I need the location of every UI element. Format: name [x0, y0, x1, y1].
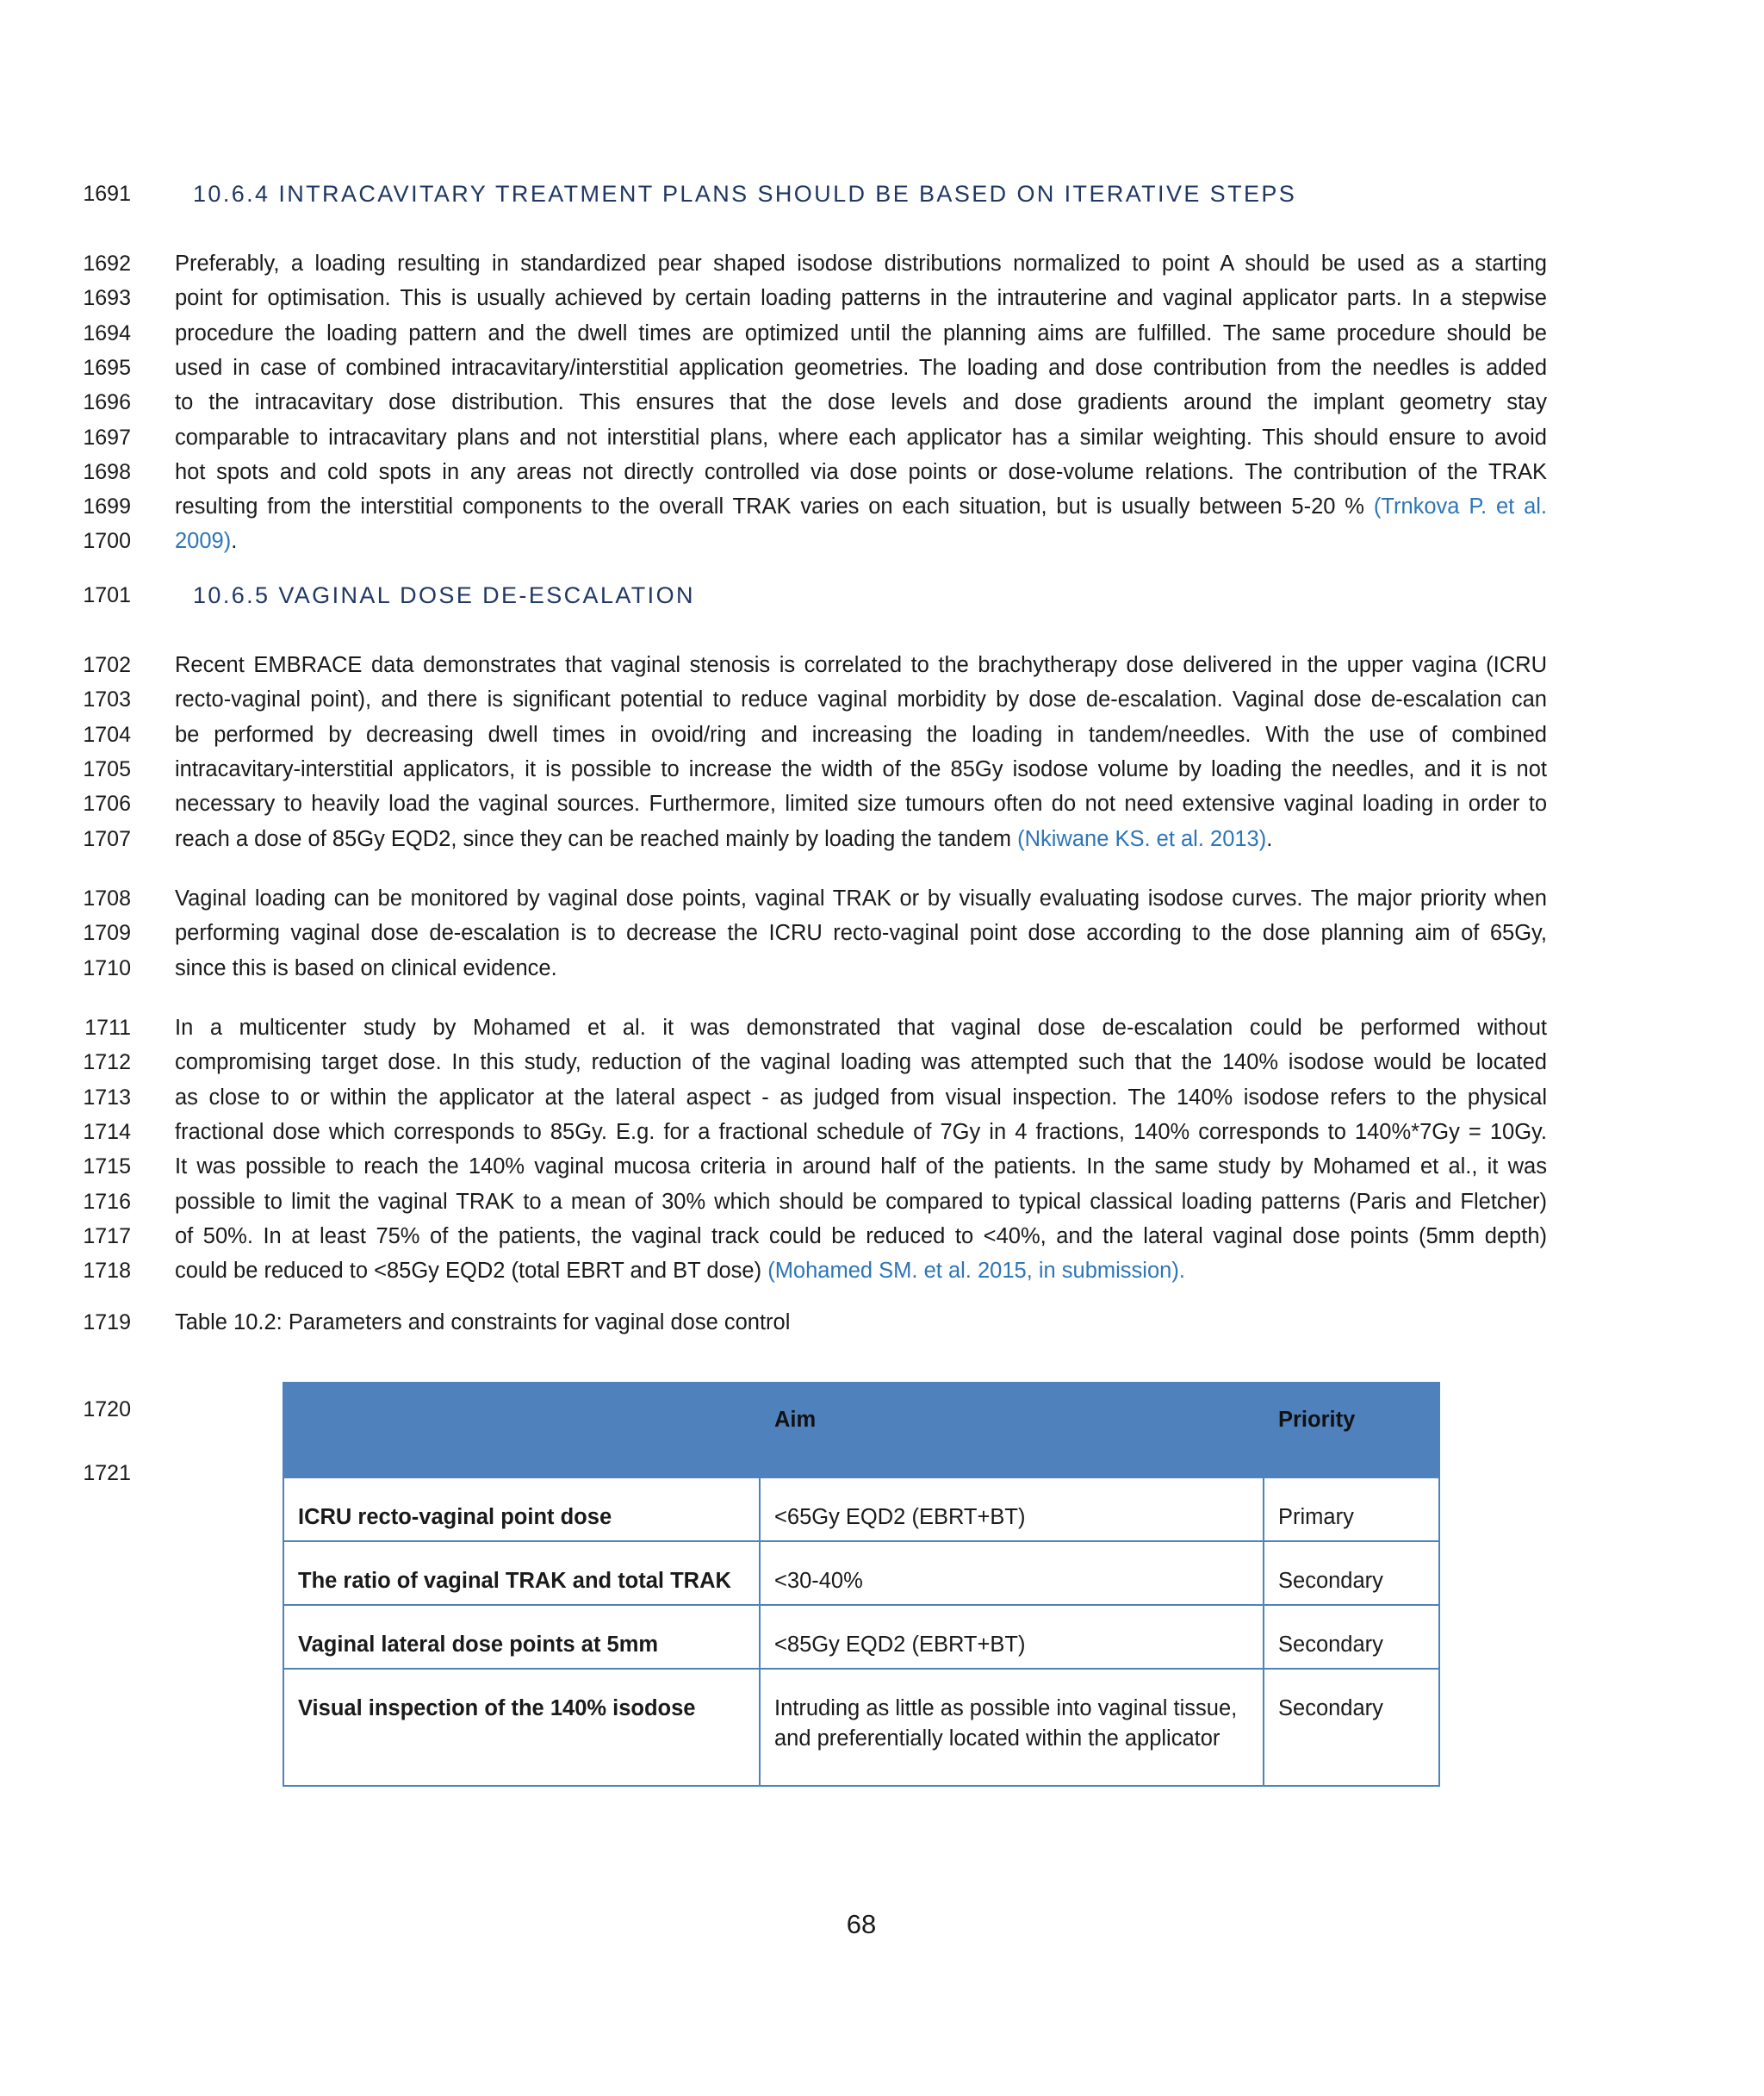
line-number: 1713 — [83, 1085, 131, 1110]
header-parameter — [283, 1383, 760, 1477]
row-priority: Secondary — [1264, 1669, 1439, 1786]
body-text-line — [175, 951, 1547, 986]
row-parameter: The ratio of vaginal TRAK and total TRAK — [283, 1541, 760, 1605]
line-text: Preferably, a loading resulting in standardized pear shaped isodose distributions normalized to point A should be used as a starting — [175, 252, 1547, 276]
body-text-line — [175, 1080, 1547, 1115]
section-heading-10-6-4: 10.6.4 INTRACAVITARY TREATMENT PLANS SHOULD BE BASED ON ITERATIVE STEPS — [193, 181, 1297, 207]
body-text-line — [175, 648, 1547, 682]
line-number: 1696 — [83, 390, 131, 415]
body-text-line — [175, 1045, 1547, 1079]
body-text-line — [175, 351, 1547, 385]
citation-link[interactable]: 2009) — [175, 529, 232, 554]
line-number: 1712 — [83, 1050, 131, 1075]
header-priority: Priority — [1264, 1383, 1439, 1477]
row-parameter: Vaginal lateral dose points at 5mm — [283, 1605, 760, 1669]
line-number: 1700 — [83, 529, 131, 554]
line-text: In a multicenter study by Mohamed et al. it was demonstrated that vaginal dose de-escalation could be performed without — [175, 1016, 1547, 1040]
trailing-punctuation: . — [1266, 826, 1273, 851]
citation-link[interactable]: (Mohamed SM. et al. 2015, in submission). — [767, 1259, 1185, 1284]
body-text-line — [175, 1219, 1547, 1253]
line-number: 1692 — [83, 252, 131, 276]
row-priority: Secondary — [1264, 1541, 1439, 1605]
line-number: 1711 — [84, 1016, 131, 1040]
line-text: since this is based on clinical evidence. — [175, 955, 557, 980]
line-text: comparable to intracavitary plans and not interstitial plans, where each applicator has a similar weighting. This should ensure to avoid — [175, 425, 1547, 450]
line-text: Vaginal loading can be monitored by vaginal dose points, vaginal TRAK or by visually evaluating isodose curves. The major priority when — [175, 886, 1547, 911]
body-text-line — [175, 822, 1547, 856]
line-text: hot spots and cold spots in any areas not directly controlled via dose points or dose-volume relations. The contribution of the TRAK — [175, 459, 1547, 484]
line-text: possible to limit the vaginal TRAK to a mean of 30% which should be compared to typical classical loading patterns (Paris and Fletcher) — [175, 1189, 1547, 1214]
body-text-line — [175, 524, 1547, 558]
vaginal-dose-parameters-table — [283, 1382, 1440, 1787]
line-text: intracavitary-interstitial applicators, it is possible to increase the width of the 85Gy isodose volume by loading the needles, and it is not — [175, 756, 1547, 781]
line-text: performing vaginal dose de-escalation is to decrease the ICRU recto-vaginal point dose according to the dose planning aim of 65Gy, — [175, 921, 1547, 946]
line-number: 1698 — [83, 459, 131, 484]
header-aim: Aim — [760, 1383, 1264, 1477]
line-text: procedure the loading pattern and the dwell times are optimized until the planning aims are fulfilled. The same procedure should be — [175, 320, 1547, 345]
line-number: 1715 — [83, 1154, 131, 1179]
body-text-line — [175, 752, 1547, 787]
body-text-line — [175, 1253, 1547, 1288]
line-number: 1709 — [83, 921, 131, 946]
line-text: Recent EMBRACE data demonstrates that vaginal stenosis is correlated to the brachytherapy dose delivered in the upper vagina (ICRU — [175, 653, 1547, 677]
body-text-line — [175, 1149, 1547, 1184]
line-text: It was possible to reach the 140% vaginal mucosa criteria in around half of the patients. In the same study by Mohamed et al., it was — [175, 1154, 1547, 1179]
row-aim: <85Gy EQD2 (EBRT+BT) — [760, 1605, 1264, 1669]
row-aim: <30-40% — [760, 1541, 1264, 1605]
line-number: 1716 — [83, 1189, 131, 1214]
line-number: 1694 — [83, 320, 131, 345]
line-text: of 50%. In at least 75% of the patients, the vaginal track could be reduced to <40%, and the lateral vaginal dose points (5mm depth) — [175, 1223, 1547, 1248]
body-text-line — [175, 1115, 1547, 1149]
line-text: resulting from the interstitial components to the overall TRAK varies on each situation, but is usually between 5-20 % — [175, 494, 1364, 519]
row-priority: Secondary — [1264, 1605, 1439, 1669]
body-text-line — [175, 881, 1547, 916]
body-text-line — [175, 489, 1547, 524]
row-parameter: ICRU recto-vaginal point dose — [283, 1477, 760, 1541]
line-text: fractional dose which corresponds to 85Gy. E.g. for a fractional schedule of 7Gy in 4 fractions, 140% corresponds to 140%*7Gy = 10Gy. — [175, 1119, 1547, 1144]
body-text-line — [175, 682, 1547, 717]
body-text-line — [175, 420, 1547, 455]
line-text: to the intracavitary dose distribution. This ensures that the dose levels and dose gradients around the implant geometry stay — [175, 390, 1547, 415]
table-row — [283, 1669, 1439, 1786]
line-number: 1706 — [83, 792, 131, 817]
body-text-line — [175, 787, 1547, 821]
line-number: 1704 — [83, 722, 131, 747]
line-number: 1710 — [83, 955, 131, 980]
line-number: 1705 — [83, 756, 131, 781]
body-text-line — [175, 916, 1547, 950]
line-number: 1717 — [83, 1223, 131, 1248]
body-text-line — [175, 1185, 1547, 1219]
table-header-row — [283, 1383, 1439, 1477]
trailing-punctuation: . — [231, 529, 238, 554]
body-text-line — [175, 281, 1547, 315]
line-text: point for optimisation. This is usually achieved by certain loading patterns in the intrauterine and vaginal applicator parts. In a stepwise — [175, 286, 1547, 311]
page-number: 68 — [846, 1909, 877, 1939]
citation-link[interactable]: (Nkiwane KS. et al. 2013) — [1017, 826, 1267, 851]
line-number: 1699 — [83, 494, 131, 519]
line-number: 1697 — [83, 425, 131, 450]
line-text: compromising target dose. In this study, reduction of the vaginal loading was attempted such that the 140% isodose would be located — [175, 1050, 1547, 1075]
table-row — [283, 1605, 1439, 1669]
body-text-line — [175, 1011, 1547, 1045]
line-number: 1701 — [83, 583, 131, 607]
section-heading-10-6-5: 10.6.5 VAGINAL DOSE DE-ESCALATION — [193, 582, 695, 608]
body-text-line — [175, 718, 1547, 752]
line-text: recto-vaginal point), and there is significant potential to reduce vaginal morbidity by dose de-escalation. Vaginal dose de-escalation can — [175, 687, 1547, 712]
body-text-line — [175, 316, 1547, 351]
line-number: 1691 — [83, 182, 131, 206]
line-text: reach a dose of 85Gy EQD2, since they can be reached mainly by loading the tandem — [175, 826, 1011, 851]
line-text: as close to or within the applicator at the lateral aspect - as judged from visual inspection. The 140% isodose refers to the physical — [175, 1085, 1547, 1110]
line-number: 1719 — [83, 1310, 131, 1334]
line-text: could be reduced to <85Gy EQD2 (total EBRT and BT dose) — [175, 1259, 762, 1284]
line-number: 1714 — [83, 1119, 131, 1144]
body-text-line — [175, 385, 1547, 420]
row-priority: Primary — [1264, 1477, 1439, 1541]
line-number: 1718 — [83, 1259, 131, 1284]
line-text: used in case of combined intracavitary/interstitial application geometries. The loading and dose contribution from the needles is added — [175, 355, 1547, 380]
line-number: 1703 — [83, 687, 131, 712]
table-row — [283, 1477, 1439, 1541]
body-text-line — [175, 246, 1547, 281]
row-aim: Intruding as little as possible into vaginal tissue, and preferentially located within the applicator — [760, 1669, 1264, 1786]
line-number: 1693 — [83, 286, 131, 311]
line-number: 1707 — [83, 826, 131, 851]
line-text: necessary to heavily load the vaginal sources. Furthermore, limited size tumours often do not need extensive vaginal loading in order to — [175, 792, 1547, 817]
citation-link[interactable]: (Trnkova P. et al. — [1373, 494, 1547, 519]
line-number: 1702 — [83, 653, 131, 677]
line-number: 1720 — [83, 1397, 131, 1421]
line-number: 1708 — [83, 886, 131, 911]
line-number: 1695 — [83, 355, 131, 380]
row-aim: <65Gy EQD2 (EBRT+BT) — [760, 1477, 1264, 1541]
row-parameter: Visual inspection of the 140% isodose — [283, 1669, 760, 1786]
table-row — [283, 1541, 1439, 1605]
table-caption: Table 10.2: Parameters and constraints for vaginal dose control — [175, 1310, 791, 1334]
line-text: be performed by decreasing dwell times in ovoid/ring and increasing the loading in tandem/needles. With the use of combined — [175, 722, 1547, 747]
body-text-line — [175, 455, 1547, 489]
line-number: 1721 — [83, 1461, 131, 1485]
